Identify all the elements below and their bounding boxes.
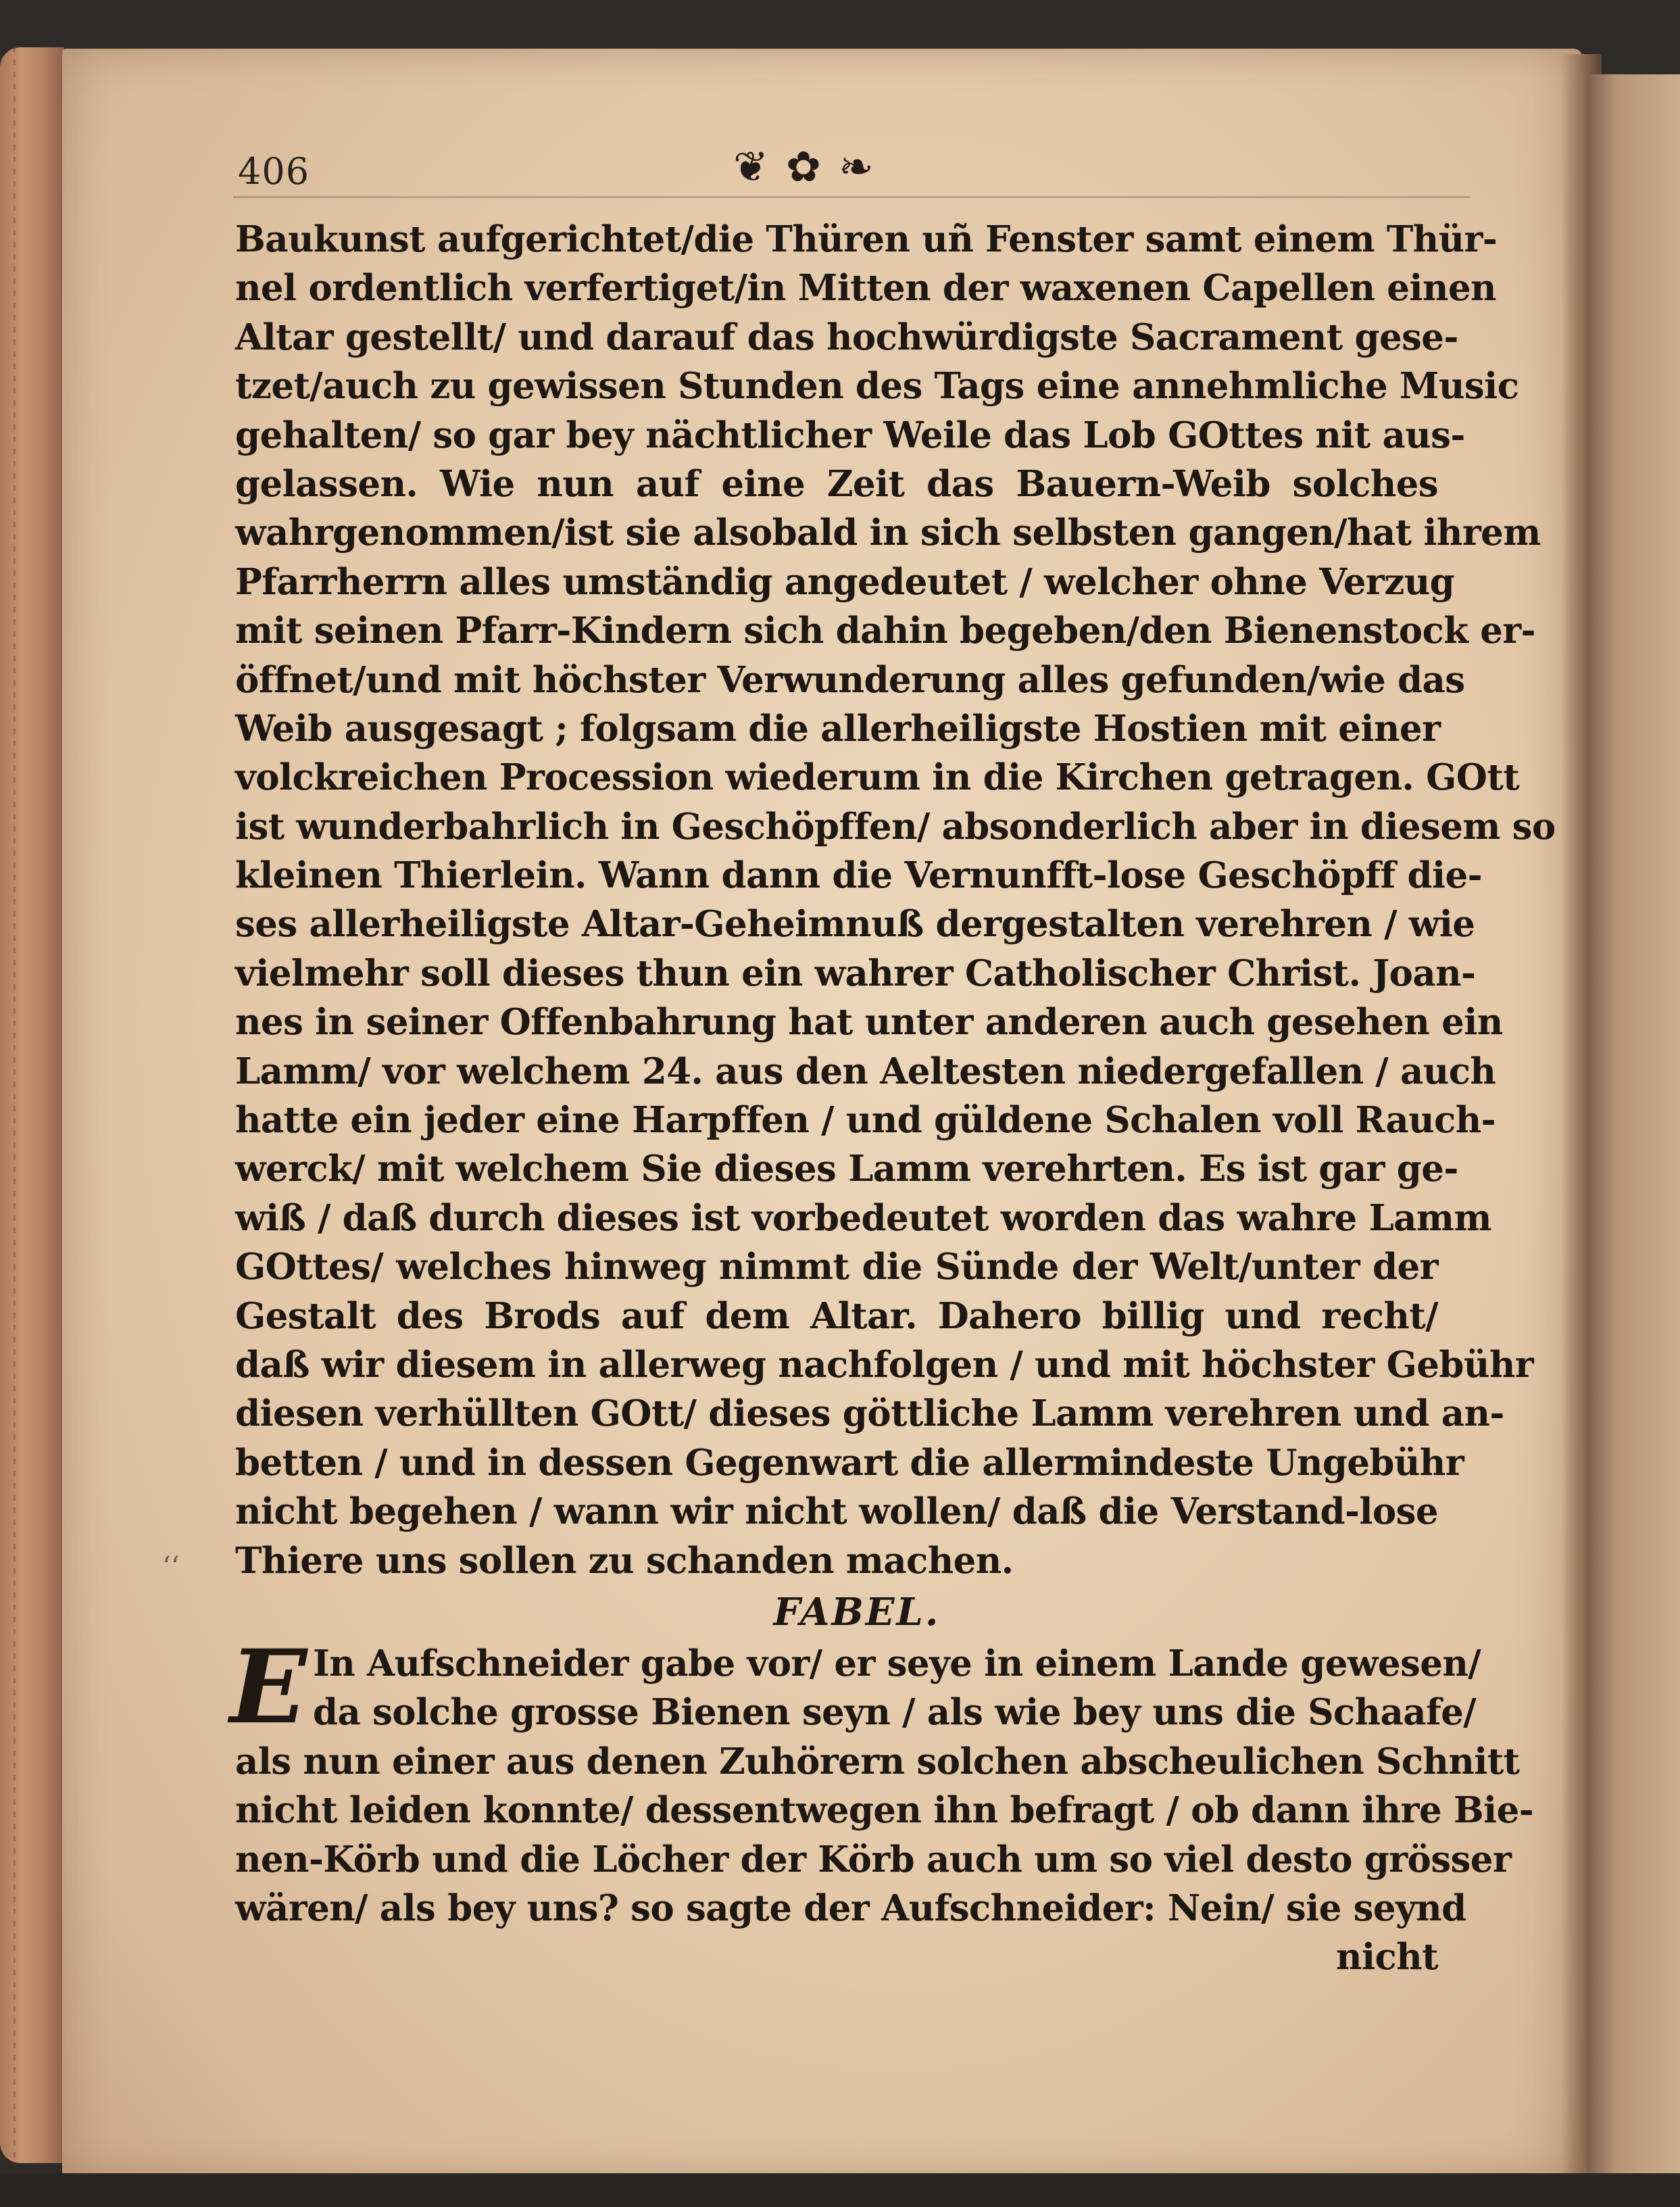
text-line: Pfarrherrn alles umständig angedeutet / welcher ohne Verzug — [235, 560, 1455, 603]
fable-line: als nun einer aus denen Zuhörern solchen abscheulichen Schnitt — [235, 1740, 1520, 1782]
text-line: Lamm/ vor welchem 24. aus den Aeltesten niedergefallen / auch — [235, 1050, 1496, 1092]
header-rule — [233, 196, 1470, 198]
text-line: diesen verhüllten GOtt/ dieses göttliche Lamm verehren und an- — [235, 1392, 1504, 1435]
drop-cap: E — [230, 1627, 307, 1747]
text-line: Gestalt des Brods auf dem Altar. Dahero billig und recht/ — [235, 1294, 1438, 1337]
text-line: wahrgenommen/ist sie alsobald in sich selbsten gangen/hat ihrem — [235, 512, 1541, 554]
text-line: nes in seiner Offenbahrung hat unter anderen auch gesehen ein — [235, 1001, 1503, 1044]
fable-line: da solche grosse Bienen seyn / als wie bey uns die Schaafe/ — [313, 1691, 1477, 1734]
text-line: wiß / daß durch dieses ist vorbedeutet worden das wahre Lamm — [235, 1196, 1491, 1239]
text-line: gehalten/ so gar bey nächtlicher Weile das Lob GOttes nit aus- — [235, 414, 1465, 456]
text-line: nicht begehen / wann wir nicht wollen/ daß die Verstand-lose — [235, 1490, 1438, 1533]
flower-ornament-icon: ✿ — [785, 142, 821, 191]
margin-mark: ‘‘ — [162, 1551, 180, 1582]
text-line: Weib ausgesagt ; folgsam die allerheiligste Hostien mit einer — [235, 707, 1441, 750]
catchword: nicht — [1336, 1936, 1438, 1979]
text-line: ist wunderbahrlich in Geschöpffen/ absonderlich aber in diesem so — [235, 805, 1556, 848]
header-ornament — [733, 143, 874, 191]
text-line: vielmehr soll dieses thun ein wahrer Catholischer Christ. Joan- — [235, 952, 1476, 994]
fable-heading: FABEL. — [773, 1589, 941, 1634]
fable-line: nicht leiden konnte/ dessentwegen ihn befragt / ob dann ihre Bie- — [235, 1789, 1534, 1832]
text-line: GOttes/ welches hinweg nimmt die Sünde der Welt/unter der — [235, 1246, 1438, 1288]
text-line: werck/ mit welchem Sie dieses Lamm verehrten. Es ist gar ge- — [235, 1148, 1458, 1190]
text-line: kleinen Thierlein. Wann dann die Vernunfft-lose Geschöpff die- — [235, 854, 1483, 897]
fleuron-right-icon: ❧ — [838, 142, 874, 191]
scan-bottom-border — [0, 2173, 1680, 2207]
text-line: Baukunst aufgerichtet/die Thüren uñ Fenster samt einem Thür- — [235, 218, 1498, 260]
fable-paragraph — [230, 1627, 1534, 1982]
text-line: daß wir diesem in allerweg nachfolgen / und mit höchster Gebühr — [235, 1343, 1534, 1386]
text-line: betten / und in dessen Gegenwart die allermindeste Ungebühr — [235, 1441, 1464, 1484]
book-page-edges — [0, 47, 64, 2163]
facing-page-edge — [1588, 74, 1680, 2177]
text-line: öffnet/und mit höchster Verwunderung alles gefunden/wie das — [235, 658, 1465, 701]
fable-line: wären/ als bey uns? so sagte der Aufschneider: Nein/ sie seynd — [235, 1887, 1466, 1929]
text-line: gelassen. Wie nun auf eine Zeit das Bauern-Weib solches — [235, 462, 1438, 505]
text-line: mit seinen Pfarr-Kindern sich dahin begeben/den Bienenstock er- — [235, 610, 1536, 652]
text-line: hatte ein jeder eine Harpffen / und güldene Schalen voll Rauch- — [235, 1099, 1496, 1142]
text-line: Altar gestellt/ und darauf das hochwürdigste Sacrament gese- — [235, 316, 1458, 358]
text-line: nel ordentlich verfertiget/in Mitten der waxenen Capellen einen — [235, 267, 1496, 310]
fable-line: In Aufschneider gabe vor/ er seye in einem Lande gewesen/ — [313, 1642, 1481, 1684]
fleuron-left-icon: ❦ — [733, 142, 768, 191]
text-line: volckreichen Procession wiederum in die Kirchen getragen. GOtt — [235, 756, 1520, 799]
text-line: Thiere uns sollen zu schanden machen. — [235, 1539, 1014, 1582]
text-line: ses allerheiligste Altar-Geheimnuß dergestalten verehren / wie — [235, 903, 1475, 946]
text-line: tzet/auch zu gewissen Stunden des Tags eine annehmliche Music — [235, 365, 1519, 408]
main-text-block — [230, 215, 1556, 1982]
fable-line: nen-Körb und die Löcher der Körb auch um so viel desto grösser — [235, 1838, 1512, 1881]
page-number: 406 — [238, 150, 310, 193]
